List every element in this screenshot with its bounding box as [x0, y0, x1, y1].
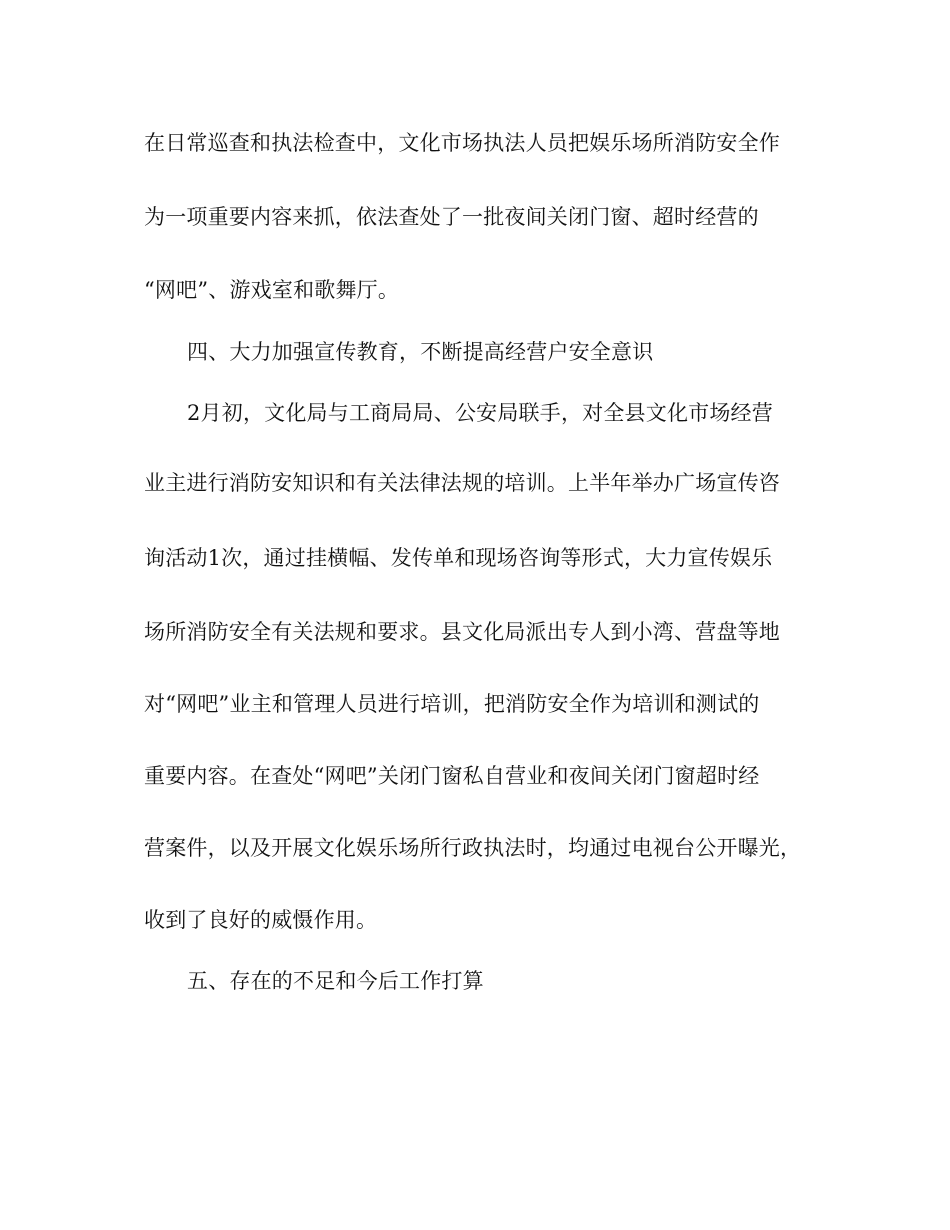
paragraph-line: 询活动1次，通过挂横幅、发传单和现场咨询等形式，大力宣传娱乐: [144, 546, 773, 570]
paragraph-line: “网吧”、游戏室和歌舞厅。: [144, 278, 400, 302]
paragraph-line: 营案件，以及开展文化娱乐场所行政执法时，均通过电视台公开曝光，: [144, 836, 802, 860]
paragraph-line: 2月初，文化局与工商局局、公安局联手，对全县文化市场经营: [187, 401, 773, 425]
section-heading: 四、大力加强宣传教育，不断提高经营户安全意识: [187, 340, 654, 364]
paragraph-line: 为一项重要内容来抓，依法查处了一批夜间关闭门窗、超时经营的: [144, 205, 759, 229]
paragraph-line: 业主进行消防安知识和有关法律法规的培训。上半年举办广场宣传咨: [144, 471, 780, 495]
paragraph-line: 收到了良好的威慑作用。: [144, 908, 378, 932]
paragraph-line: 对“网吧”业主和管理人员进行培训，把消防安全作为培训和测试的: [144, 692, 760, 716]
paragraph-line: 场所消防安全有关法规和要求。县文化局派出专人到小湾、营盘等地: [144, 620, 780, 644]
section-heading: 五、存在的不足和今后工作打算: [187, 969, 484, 993]
paragraph-line: 重要内容。在查处“网吧”关闭门窗私自营业和夜间关闭门窗超时经: [144, 764, 760, 788]
paragraph-line: 在日常巡查和执法检查中，文化市场执法人员把娱乐场所消防安全作: [144, 131, 780, 155]
